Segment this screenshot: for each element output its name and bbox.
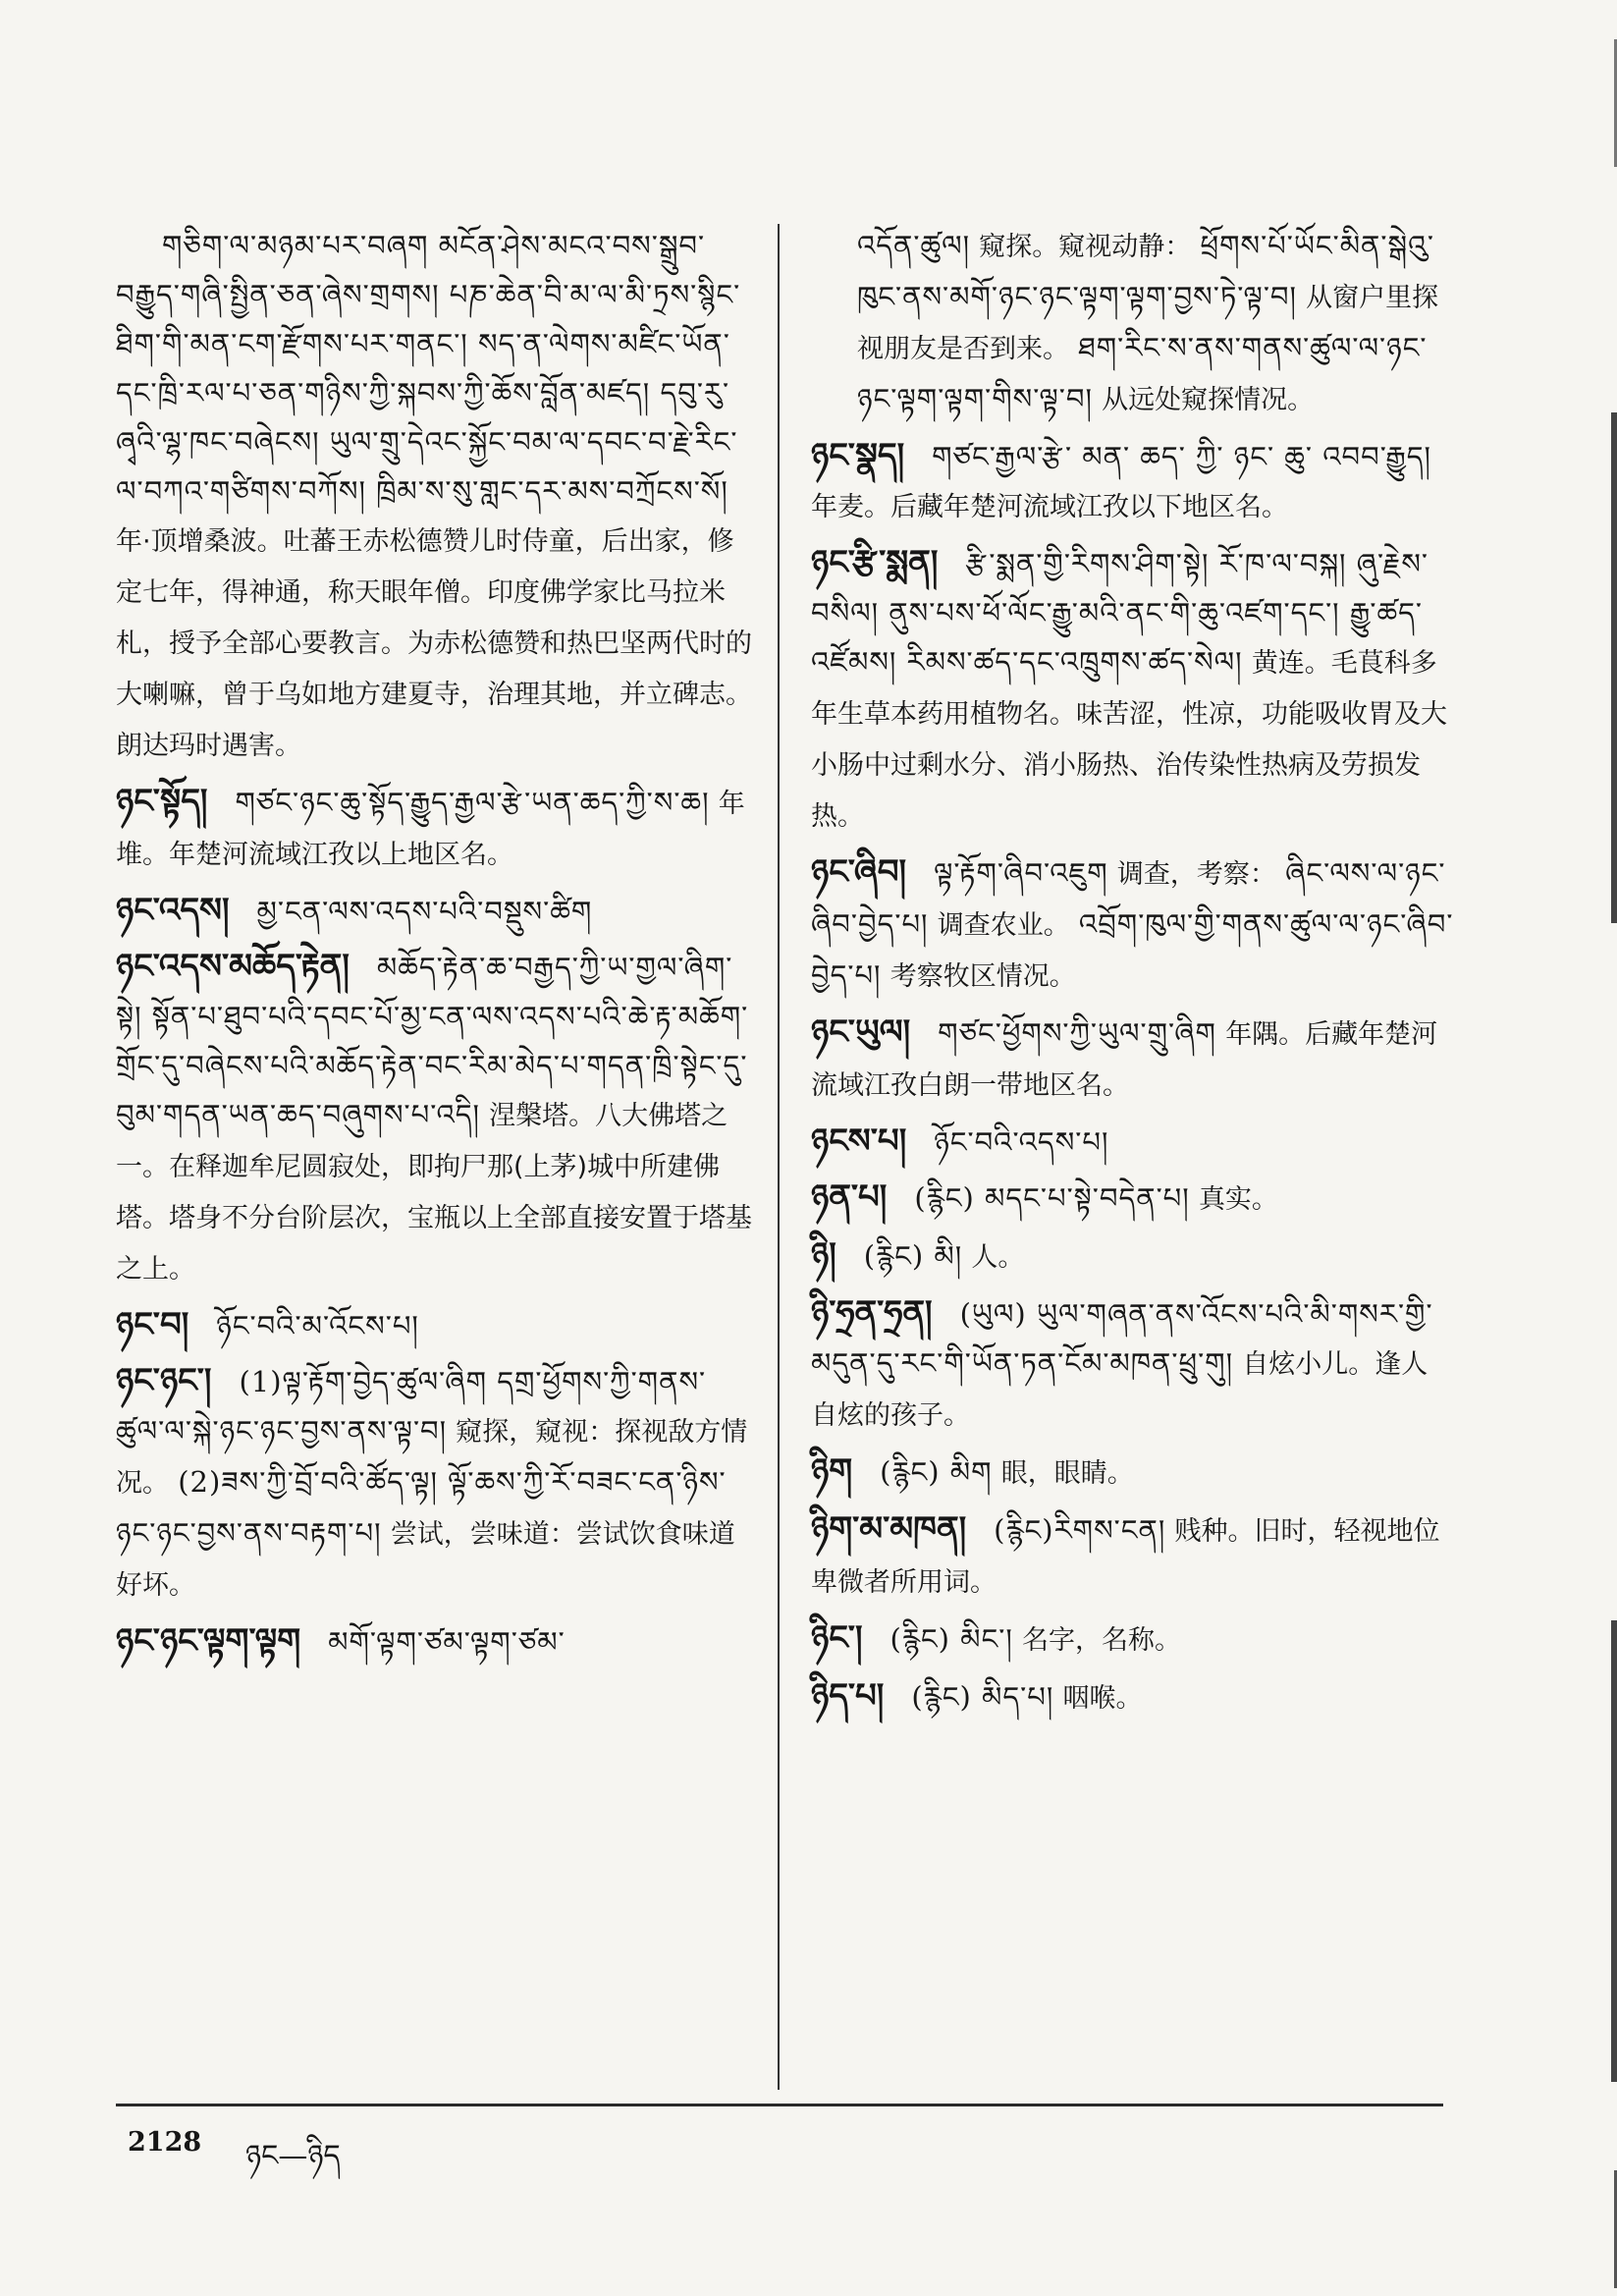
entry-chinese: 从远处窥探情况。 (1102, 385, 1315, 415)
entry (811, 1117, 1454, 1167)
entry-chinese: 考察牧区情况。 (889, 961, 1076, 992)
headword: ཉི། (811, 1235, 836, 1275)
headword: ཉིད་པ། (811, 1676, 885, 1716)
entry-tibetan: ཉོང་བའི་འདས་པ། (934, 1125, 1109, 1159)
entry-tibetan: གཙང་ཕྱོགས་ཀྱི་ཡུལ་གྲུ་ཞིག (938, 1016, 1216, 1050)
entry (811, 538, 1454, 842)
entry-tibetan: མྱ་ངན་ལས་འདས་པའི་བསྡུས་ཚིག (256, 895, 593, 928)
headword: ཉང་སྣད། (811, 436, 905, 475)
entry-chinese: 真实。 (1198, 1184, 1278, 1215)
entry-chinese: 窥探。窥视动静： (979, 232, 1192, 262)
entry-tibetan: (2)ཟས་ཀྱི་བྲོ་བའི་ཚོད་ལྟ། ལྟོ་ཆས་ཀྱི་རོ་བཟང་ངན་ཉིས་ཉང་ཉང་བྱས་ནས་བརྟག་པ། (116, 1465, 727, 1550)
entry-chinese: 名字，名称。 (1021, 1625, 1181, 1656)
headword: ཉང་ཞིབ། (811, 852, 907, 892)
entry-chinese: 年堆。年楚河流域江孜以上地区名。 (116, 789, 745, 870)
entry-tibetan: གཙང་རྒྱལ་རྩེ་ མན་ ཆད་ ཀྱི་ ཉང་ ཆུ་ འབབ་རྒྱུད། (932, 440, 1431, 473)
headword: ཉིང་། (811, 1618, 863, 1658)
entry (811, 1173, 1454, 1225)
entry-tibetan: (1)ལྟ་རྟོག་བྱེད་ཚུལ་ཞིག དགྲ་ཕྱོགས་ཀྱི་གནས་ཚུལ་ལ་སྐེ་ཉང་ཉང་བྱས་ནས་ལྟ་བ། (116, 1365, 707, 1448)
headword: ཉང་རྩི་སྨན། (811, 543, 939, 582)
entry-chinese: 从窗户里探视朋友是否到来。 (857, 283, 1439, 364)
entry-chinese: 调查，考察： (1116, 859, 1276, 890)
entry-continuation (811, 221, 1454, 425)
right-column (811, 221, 1454, 1729)
page-number: 2128 (128, 2127, 202, 2158)
entry-tibetan: འབྲོག་ཁུལ་གྱི་གནས་ཚུལ་ལ་ཉང་ཞིབ་བྱེད་པ། (811, 907, 1454, 992)
entry-chinese: 尝试，尝味道：尝试饮食味道好坏。 (116, 1519, 735, 1601)
scan-edge-mark (1611, 412, 1617, 923)
headword: ཉི་ཧྲན་ཧྲན། (811, 1293, 933, 1333)
entry-tibetan: མགོ་ལྟག་ཙམ་ལྟག་ཙམ་ (328, 1625, 566, 1659)
entry-chinese: 涅槃塔。八大佛塔之一。在释迦牟尼圆寂处，即拘尸那(上茅)城中所建佛塔。塔身不分台阶层次，宝瓶以上全部直接安置于塔基之上。 (116, 1101, 752, 1285)
headword: ཉང་ཉང་ལྟག་ལྟག (116, 1621, 301, 1661)
headword: ཉང་སྟོད། (116, 782, 208, 821)
entry (811, 1613, 1454, 1666)
entry-chinese: 自炫小儿。逢人自炫的孩子。 (811, 1349, 1428, 1431)
headword: ཉང་ཡུལ། (811, 1012, 911, 1052)
entry-tibetan: (རྙིང) མིང་། (889, 1622, 1013, 1656)
entry (811, 431, 1454, 532)
entry-tibetan: ཞིང་ལས་ལ་ཉང་ཞིབ་བྱེད་པ། (811, 856, 1446, 941)
entry-tibetan: གཅིག་ལ་མཉམ་པར་བཞག མངོན་ཤེས་མངའ་བས་སྒྲུབ་བརྒྱུད་གཞི་སྤྱིན་ཅན་ཞེས་གྲགས། པཎ་ཆེན་བི་མ་ལ་མི་ཏྲས་སྙིང་ཐིག་གི་མན་ངག་རྫོགས་པར་གནང་། སད་ན་ལེགས་མཛིང་ཡོན་དང་ཁྲི་རལ་པ་ཅན་གཉིས་ཀྱི་སྐབས་ཀྱི་ཆོས་བློན་མཛད། དབུ་རུ་ཞྭའི་ལྷ་ཁང་བཞེངས། ཡུལ་གྲུ་དེའང་སྐྱོང་བམ་ལ་དབང་བ་རྗེ་རིང་ལ་བཀའ་གཙིགས་བཀོས། ཁྲིམ་ས་སུ་གླང་དར་མས་བཀྲོངས་སོ། (116, 229, 741, 508)
entry-chinese: 咽喉。 (1062, 1683, 1143, 1714)
entry-chinese: 窥探，窥视：探视敌方情况。 (116, 1417, 748, 1499)
scan-edge-mark (1611, 1620, 1617, 2082)
entry-tibetan: ལྟ་རྟོག་ཞིབ་འཇུག (934, 856, 1108, 890)
headword: ཉིག་མ་མཁན། (811, 1509, 967, 1549)
entry (811, 1504, 1454, 1608)
entry-tibetan: རྩི་སྨན་གྱི་རིགས་ཤིག་སྟེ། རོ་ཁ་ལ་བསྐ། ཞུ་རྗེས་བསིལ། ནུས་པས་ཕོ་ལོང་རྒྱུ་མའི་ནང་གི་ཆུ་འཛག་དང་། རྒྱུ་ཚད་འཛོམས། རིམས་ཚད་དང་འཁྲུགས་ཚད་སེལ། (811, 547, 1429, 679)
entry-chinese: 人。 (971, 1242, 1025, 1273)
entry (116, 1300, 754, 1350)
entry-tibetan: ཉོང་བའི་མ་འོངས་པ། (216, 1309, 419, 1342)
entry-chinese: 调查农业。 (937, 910, 1070, 941)
entry-tibetan: (རྙིང) མིད་པ། (911, 1680, 1054, 1714)
entry-tibetan: (རྙིང) མི། (863, 1239, 963, 1273)
headword: ཉང་འདས། (116, 891, 230, 930)
entry (811, 847, 1454, 1002)
column-divider (778, 224, 780, 2090)
entry-tibetan: འདོན་ཚུལ། (857, 229, 971, 262)
entry-tibetan: ཐག་རིང་ས་ནས་གནས་ཚུལ་ལ་ཉང་ཉང་ལྟག་ལྟག་གིས་ལྟ་བ། (857, 331, 1428, 415)
entry (116, 1356, 754, 1611)
footer-rule (116, 2104, 1443, 2106)
running-head: ཉང—ཉིད (245, 2139, 341, 2173)
entry (811, 1447, 1454, 1499)
entry (811, 1230, 1454, 1283)
entry-chinese: 年麦。后藏年楚河流域江孜以下地区名。 (811, 492, 1288, 522)
entry (116, 1616, 754, 1667)
entry-tibetan: མཆོད་རྟེན་ཆ་བརྒྱད་ཀྱི་ཡ་གྱལ་ཞིག་སྟེ། སྟོན་པ་ཐུབ་པའི་དབང་པོ་མྱ་ངན་ལས་འདས་པའི་ཆེ་རྟ་མཆོག་གྲོང་དུ་བཞེངས་པའི་མཆོད་རྟེན་བང་རིམ་མེད་པ་གདན་ཁྲི་སྟེང་དུ་བུམ་གདན་ཡན་ཆད་བཞུགས་པ་འདི། (116, 951, 749, 1131)
entry (811, 1288, 1454, 1441)
entry-chinese: 黄连。毛茛科多年生草本药用植物名。味苦涩，性凉，功能吸收胃及大小肠中过剩水分、消小肠热、治传染性热病及劳损发热。 (811, 648, 1447, 832)
entry-tibetan: ཕྲོགས་པོ་ཡོང་མིན་སྒེའུ་ཁུང་ནས་མགོ་ཉང་ཉང་ལྟག་ལྟག་བྱས་ཏེ་ལྟ་བ། (857, 229, 1435, 313)
headword: ཉང་ཉང་། (116, 1361, 212, 1400)
headword: ཉན་པ། (811, 1177, 888, 1217)
headword: ཉང་བ། (116, 1305, 189, 1344)
entry (116, 886, 754, 936)
entry-chinese: 年·顶增桑波。吐蕃王赤松德赞儿时侍童，后出家，修定七年，得神通，称天眼年僧。印度佛学家比马拉米札，授予全部心要教言。为赤松德赞和热巴坚两代时的大喇嘛，曾于乌如地方建夏寺，治理其地，并立碑志。朗达玛时遇害。 (116, 526, 752, 761)
entry-chinese: 贱种。旧时，轻视地位卑微者所用词。 (811, 1516, 1440, 1598)
headword: ཉང་འདས་མཆོད་རྟེན། (116, 947, 350, 986)
entry (116, 777, 754, 880)
entry-chinese: 眼，眼睛。 (1000, 1458, 1134, 1489)
headword: ཉིག (811, 1451, 853, 1491)
entry (811, 1671, 1454, 1723)
entry-nyang-tingdzin (116, 221, 754, 771)
entry (116, 942, 754, 1294)
entry-tibetan: གཙང་ཉང་ཆུ་སྟོད་རྒྱུད་རྒྱལ་རྩེ་ཡན་ཆད་ཀྱི་ས་ཆ། (235, 786, 710, 819)
headword: ཉངས་པ། (811, 1121, 907, 1161)
entry-tibetan: (རྙིང)རིགས་ངན། (994, 1513, 1166, 1547)
entry-tibetan: (རྙིང) མིག (880, 1455, 993, 1489)
entry (811, 1008, 1454, 1111)
entry-chinese: 年隅。后藏年楚河流域江孜白朗一带地区名。 (811, 1019, 1438, 1101)
entry-tibetan: (ཡུལ) ཡུལ་གཞན་ནས་འོངས་པའི་མི་གསར་གྱི་མདུན་དུ་རང་གི་ཡོན་ཏན་ངོམ་མཁན་ཕྲུ་གུ། (811, 1297, 1433, 1380)
entry-tibetan: (རྙིང) མདང་པ་སྟེ་བདེན་པ། (914, 1181, 1190, 1215)
left-column (116, 221, 754, 1672)
